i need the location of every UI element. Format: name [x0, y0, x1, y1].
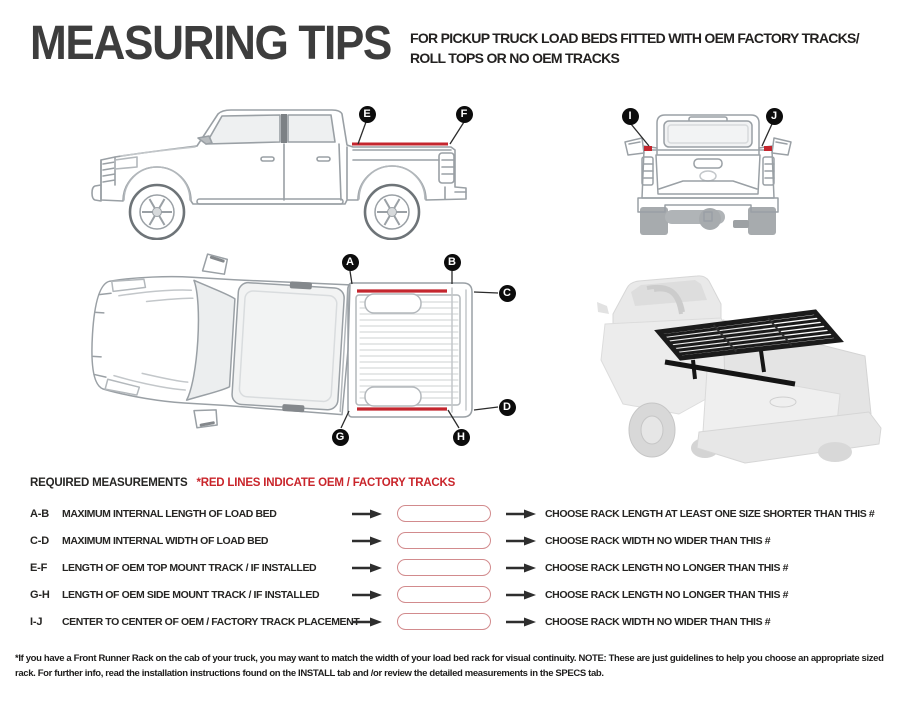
heading-label: REQUIRED MEASUREMENTS: [30, 477, 188, 489]
measurement-input-field: [397, 559, 491, 576]
arrow-right-icon: [352, 617, 382, 627]
arrow-right-icon: [352, 509, 382, 519]
pickup-with-bed-rack-3d-illustration: [583, 262, 905, 467]
measurement-description: LENGTH OF OEM SIDE MOUNT TRACK / IF INSTALLED: [62, 588, 320, 601]
rear-wheel: [365, 185, 419, 239]
range-label: G-H: [30, 588, 50, 601]
pickup-side-view-illustration: [85, 100, 500, 240]
footnote: *If you have a Front Runner Rack on the cab of your truck, you may want to match the width of your load bed rack for visual continuity. NOTE: These are just guidelines to help you choose an appropriate sized rack. For further info, read the installation instructions found on the INSTALL tab and /or review the detailed measurements in the SPECS tab.: [15, 653, 884, 679]
measurement-input-field: [397, 505, 491, 522]
measurement-input-field: [397, 586, 491, 603]
subtitle-line-2: ROLL TOPS OR NO OEM TRACKS: [410, 50, 620, 66]
arrow-right-icon: [352, 590, 382, 600]
oem-track-right-red-mark: [764, 146, 772, 151]
oem-track-left-red-mark: [644, 146, 652, 151]
measurement-row-ef: [0, 554, 913, 581]
marker-j: J: [766, 108, 783, 125]
arrow-right-icon: [506, 509, 536, 519]
pickup-top-view-illustration: [82, 250, 522, 450]
required-measurements-heading: [30, 477, 455, 489]
measurement-description: MAXIMUM INTERNAL LENGTH OF LOAD BED: [62, 507, 277, 520]
marker-c: C: [499, 285, 516, 302]
measurement-input-field: [397, 613, 491, 630]
range-label: E-F: [30, 561, 48, 574]
measurement-rows: [0, 500, 913, 635]
measurement-description: CENTER TO CENTER OF OEM / FACTORY TRACK PLACEMENT: [62, 615, 360, 628]
range-label: C-D: [30, 534, 49, 547]
measurement-row-ij: [0, 608, 913, 635]
arrow-right-icon: [506, 617, 536, 627]
measurement-row-cd: [0, 527, 913, 554]
range-label: I-J: [30, 615, 43, 628]
marker-a: A: [342, 254, 359, 271]
marker-g: G: [332, 429, 349, 446]
measurement-input-field: [397, 532, 491, 549]
marker-d: D: [499, 399, 516, 416]
arrow-right-icon: [506, 563, 536, 573]
marker-e: E: [359, 106, 376, 123]
arrow-right-icon: [352, 536, 382, 546]
arrow-right-icon: [352, 563, 382, 573]
marker-h: H: [453, 429, 470, 446]
marker-f: F: [456, 106, 473, 123]
rack-size-guidance: CHOOSE RACK LENGTH NO LONGER THAN THIS #: [545, 561, 789, 574]
measurement-description: MAXIMUM INTERNAL WIDTH OF LOAD BED: [62, 534, 269, 547]
rack-size-guidance: CHOOSE RACK WIDTH NO WIDER THAN THIS #: [545, 615, 771, 628]
rack-size-guidance: CHOOSE RACK LENGTH AT LEAST ONE SIZE SHORTER THAN THIS #: [545, 507, 875, 520]
subtitle-line-1: FOR PICKUP TRUCK LOAD BEDS FITTED WITH OEM FACTORY TRACKS/: [410, 30, 859, 46]
measurement-row-ab: [0, 500, 913, 527]
marker-i: I: [622, 108, 639, 125]
rack-size-guidance: CHOOSE RACK WIDTH NO WIDER THAN THIS #: [545, 534, 771, 547]
arrow-right-icon: [506, 536, 536, 546]
red-lines-legend-note: *RED LINES INDICATE OEM / FACTORY TRACKS: [196, 477, 456, 489]
page-title: MEASURING TIPS: [30, 17, 391, 70]
front-wheel: [130, 185, 184, 239]
rack-size-guidance: CHOOSE RACK LENGTH NO LONGER THAN THIS #: [545, 588, 789, 601]
marker-b: B: [444, 254, 461, 271]
arrow-right-icon: [506, 590, 536, 600]
measurement-row-gh: [0, 581, 913, 608]
range-label: A-B: [30, 507, 49, 520]
measurement-description: LENGTH OF OEM TOP MOUNT TRACK / IF INSTALLED: [62, 561, 317, 574]
